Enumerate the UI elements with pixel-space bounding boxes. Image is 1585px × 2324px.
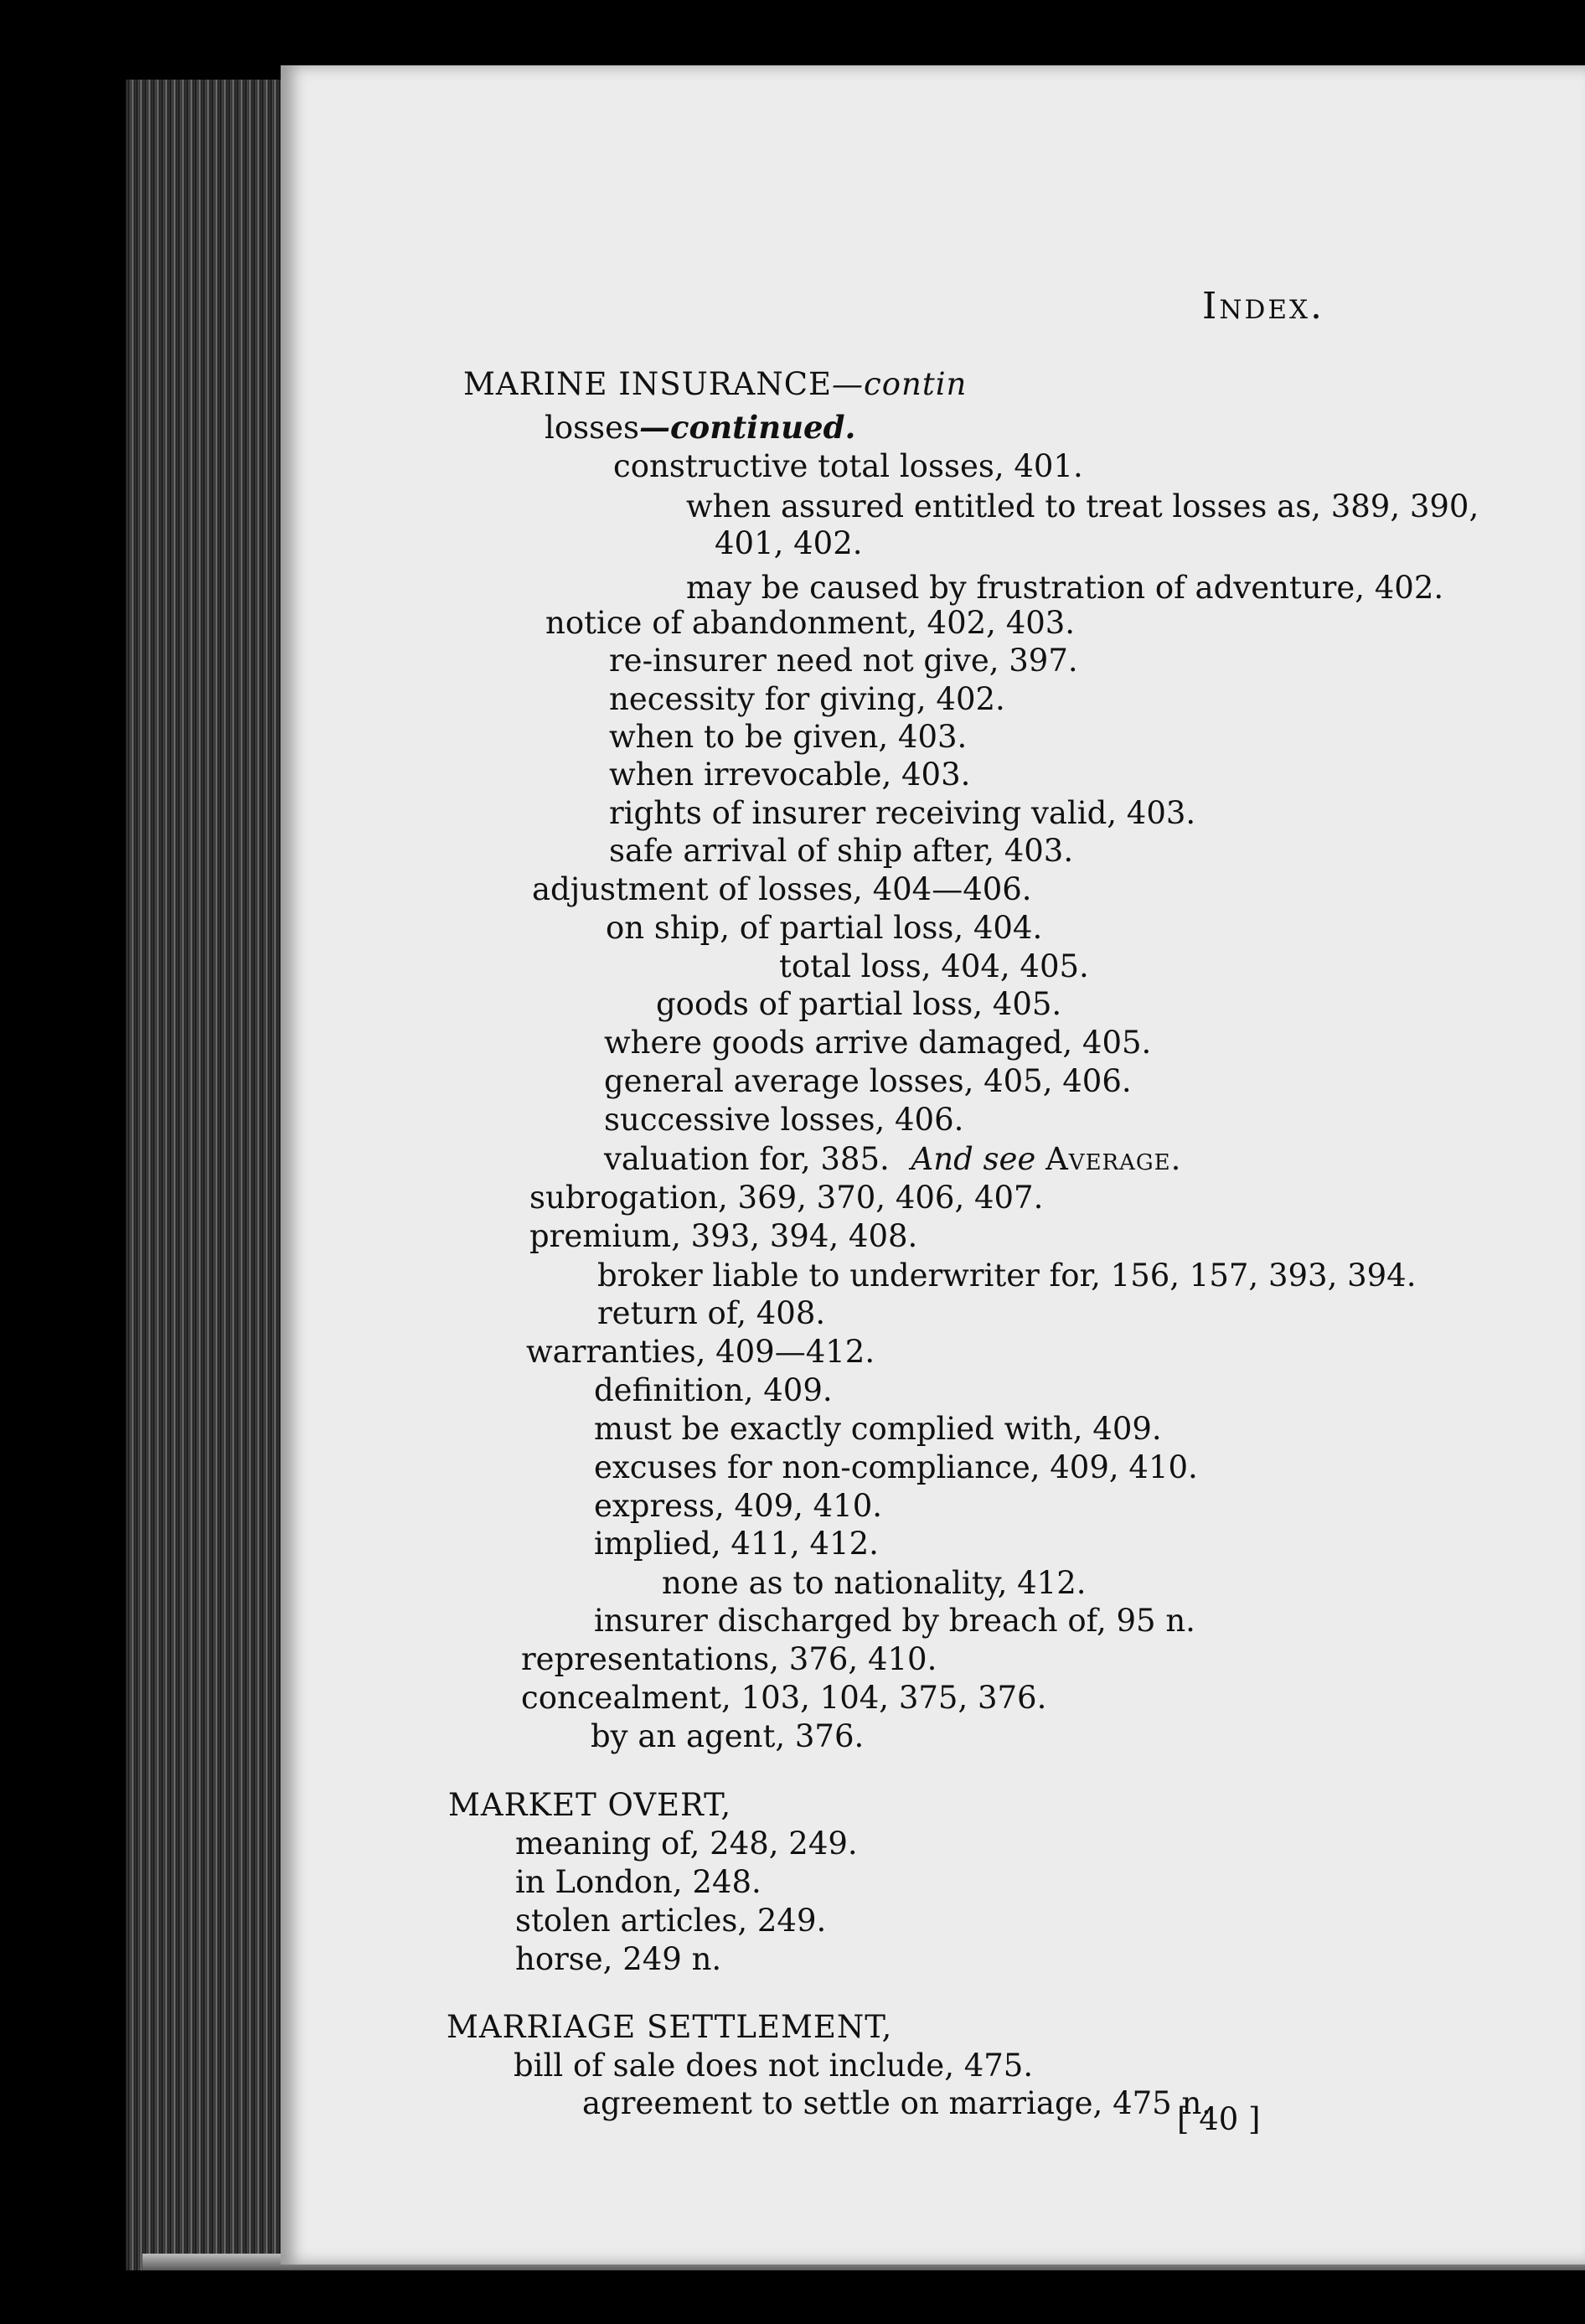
index-line: by an agent, 376. (591, 1718, 865, 1754)
index-line: meaning of, 248, 249. (515, 1826, 858, 1862)
index-line: warranties, 409—412. (526, 1334, 875, 1370)
index-line: rights of insurer receiving valid, 403. (609, 795, 1196, 831)
index-line: re-insurer need not give, 397. (609, 643, 1078, 679)
index-line: insurer discharged by breach of, 95 n. (594, 1603, 1195, 1639)
see-also-label: And see (911, 1141, 1036, 1177)
index-line: safe arrival of ship after, 403. (609, 833, 1074, 869)
cross-reference-average: Average. (1045, 1141, 1182, 1177)
entry-heading-marriage-settlement: MARRIAGE SETTLEMENT, (447, 2009, 893, 2045)
index-line: when irrevocable, 403. (609, 757, 971, 793)
index-line: adjustment of losses, 404—406. (532, 871, 1032, 907)
index-line: goods of partial loss, 405. (656, 986, 1062, 1022)
index-line: may be caused by frustration of adventure, 402. (686, 570, 1444, 606)
entry-heading-market-overt: MARKET OVERT, (448, 1787, 732, 1823)
index-line: constructive total losses, 401. (613, 448, 1083, 484)
index-line: necessity for giving, 402. (609, 681, 1005, 717)
index-line: general average losses, 405, 406. (604, 1063, 1132, 1099)
index-line: horse, 249 n. (515, 1941, 722, 1977)
page-title: Index. (1202, 285, 1325, 328)
index-line: broker liable to underwriter for, 156, 157, 393, 394. (597, 1258, 1417, 1294)
subentry-continued: —continued. (638, 409, 856, 446)
index-line: excuses for non-compliance, 409, 410. (594, 1449, 1198, 1485)
index-line: 401, 402. (715, 525, 863, 561)
index-line: in London, 248. (515, 1864, 762, 1900)
index-line: stolen articles, 249. (515, 1903, 827, 1939)
index-line: where goods arrive damaged, 405. (604, 1025, 1152, 1061)
index-line: bill of sale does not include, 475. (514, 2048, 1034, 2084)
index-line-cross-reference (604, 1141, 1182, 1177)
index-line: none as to nationality, 412. (662, 1565, 1087, 1601)
index-line: when assured entitled to treat losses as, 389, 390, (686, 488, 1479, 524)
heading-continued: —contin (832, 366, 968, 402)
index-line: notice of abandonment, 402, 403. (545, 605, 1076, 641)
index-line: representations, 376, 410. (521, 1641, 937, 1677)
page-number: [ 40 ] (1177, 2101, 1261, 2137)
index-line: implied, 411, 412. (594, 1526, 879, 1562)
index-line: return of, 408. (597, 1295, 826, 1331)
heading-text: MARINE INSURANCE (463, 366, 833, 402)
index-line: must be exactly complied with, 409. (594, 1411, 1162, 1447)
index-line: definition, 409. (594, 1372, 833, 1408)
index-line: concealment, 103, 104, 375, 376. (521, 1680, 1047, 1716)
entry-heading-marine-insurance (463, 366, 968, 402)
index-line: express, 409, 410. (594, 1488, 883, 1524)
subentry-text: losses (545, 410, 639, 446)
subentry-losses (545, 409, 856, 446)
index-text (281, 65, 1585, 2265)
index-line: subrogation, 369, 370, 406, 407. (529, 1180, 1044, 1216)
index-line: total loss, 404, 405. (779, 948, 1089, 984)
index-line: when to be given, 403. (609, 719, 968, 755)
line-text: valuation for, 385. (604, 1141, 890, 1177)
index-line: on ship, of partial loss, 404. (606, 910, 1043, 946)
book-page (281, 65, 1585, 2265)
index-line: agreement to settle on marriage, 475 n. (582, 2085, 1212, 2121)
index-line: premium, 393, 394, 408. (529, 1218, 918, 1254)
index-line: successive losses, 406. (604, 1102, 964, 1138)
page-edges (126, 80, 293, 2270)
